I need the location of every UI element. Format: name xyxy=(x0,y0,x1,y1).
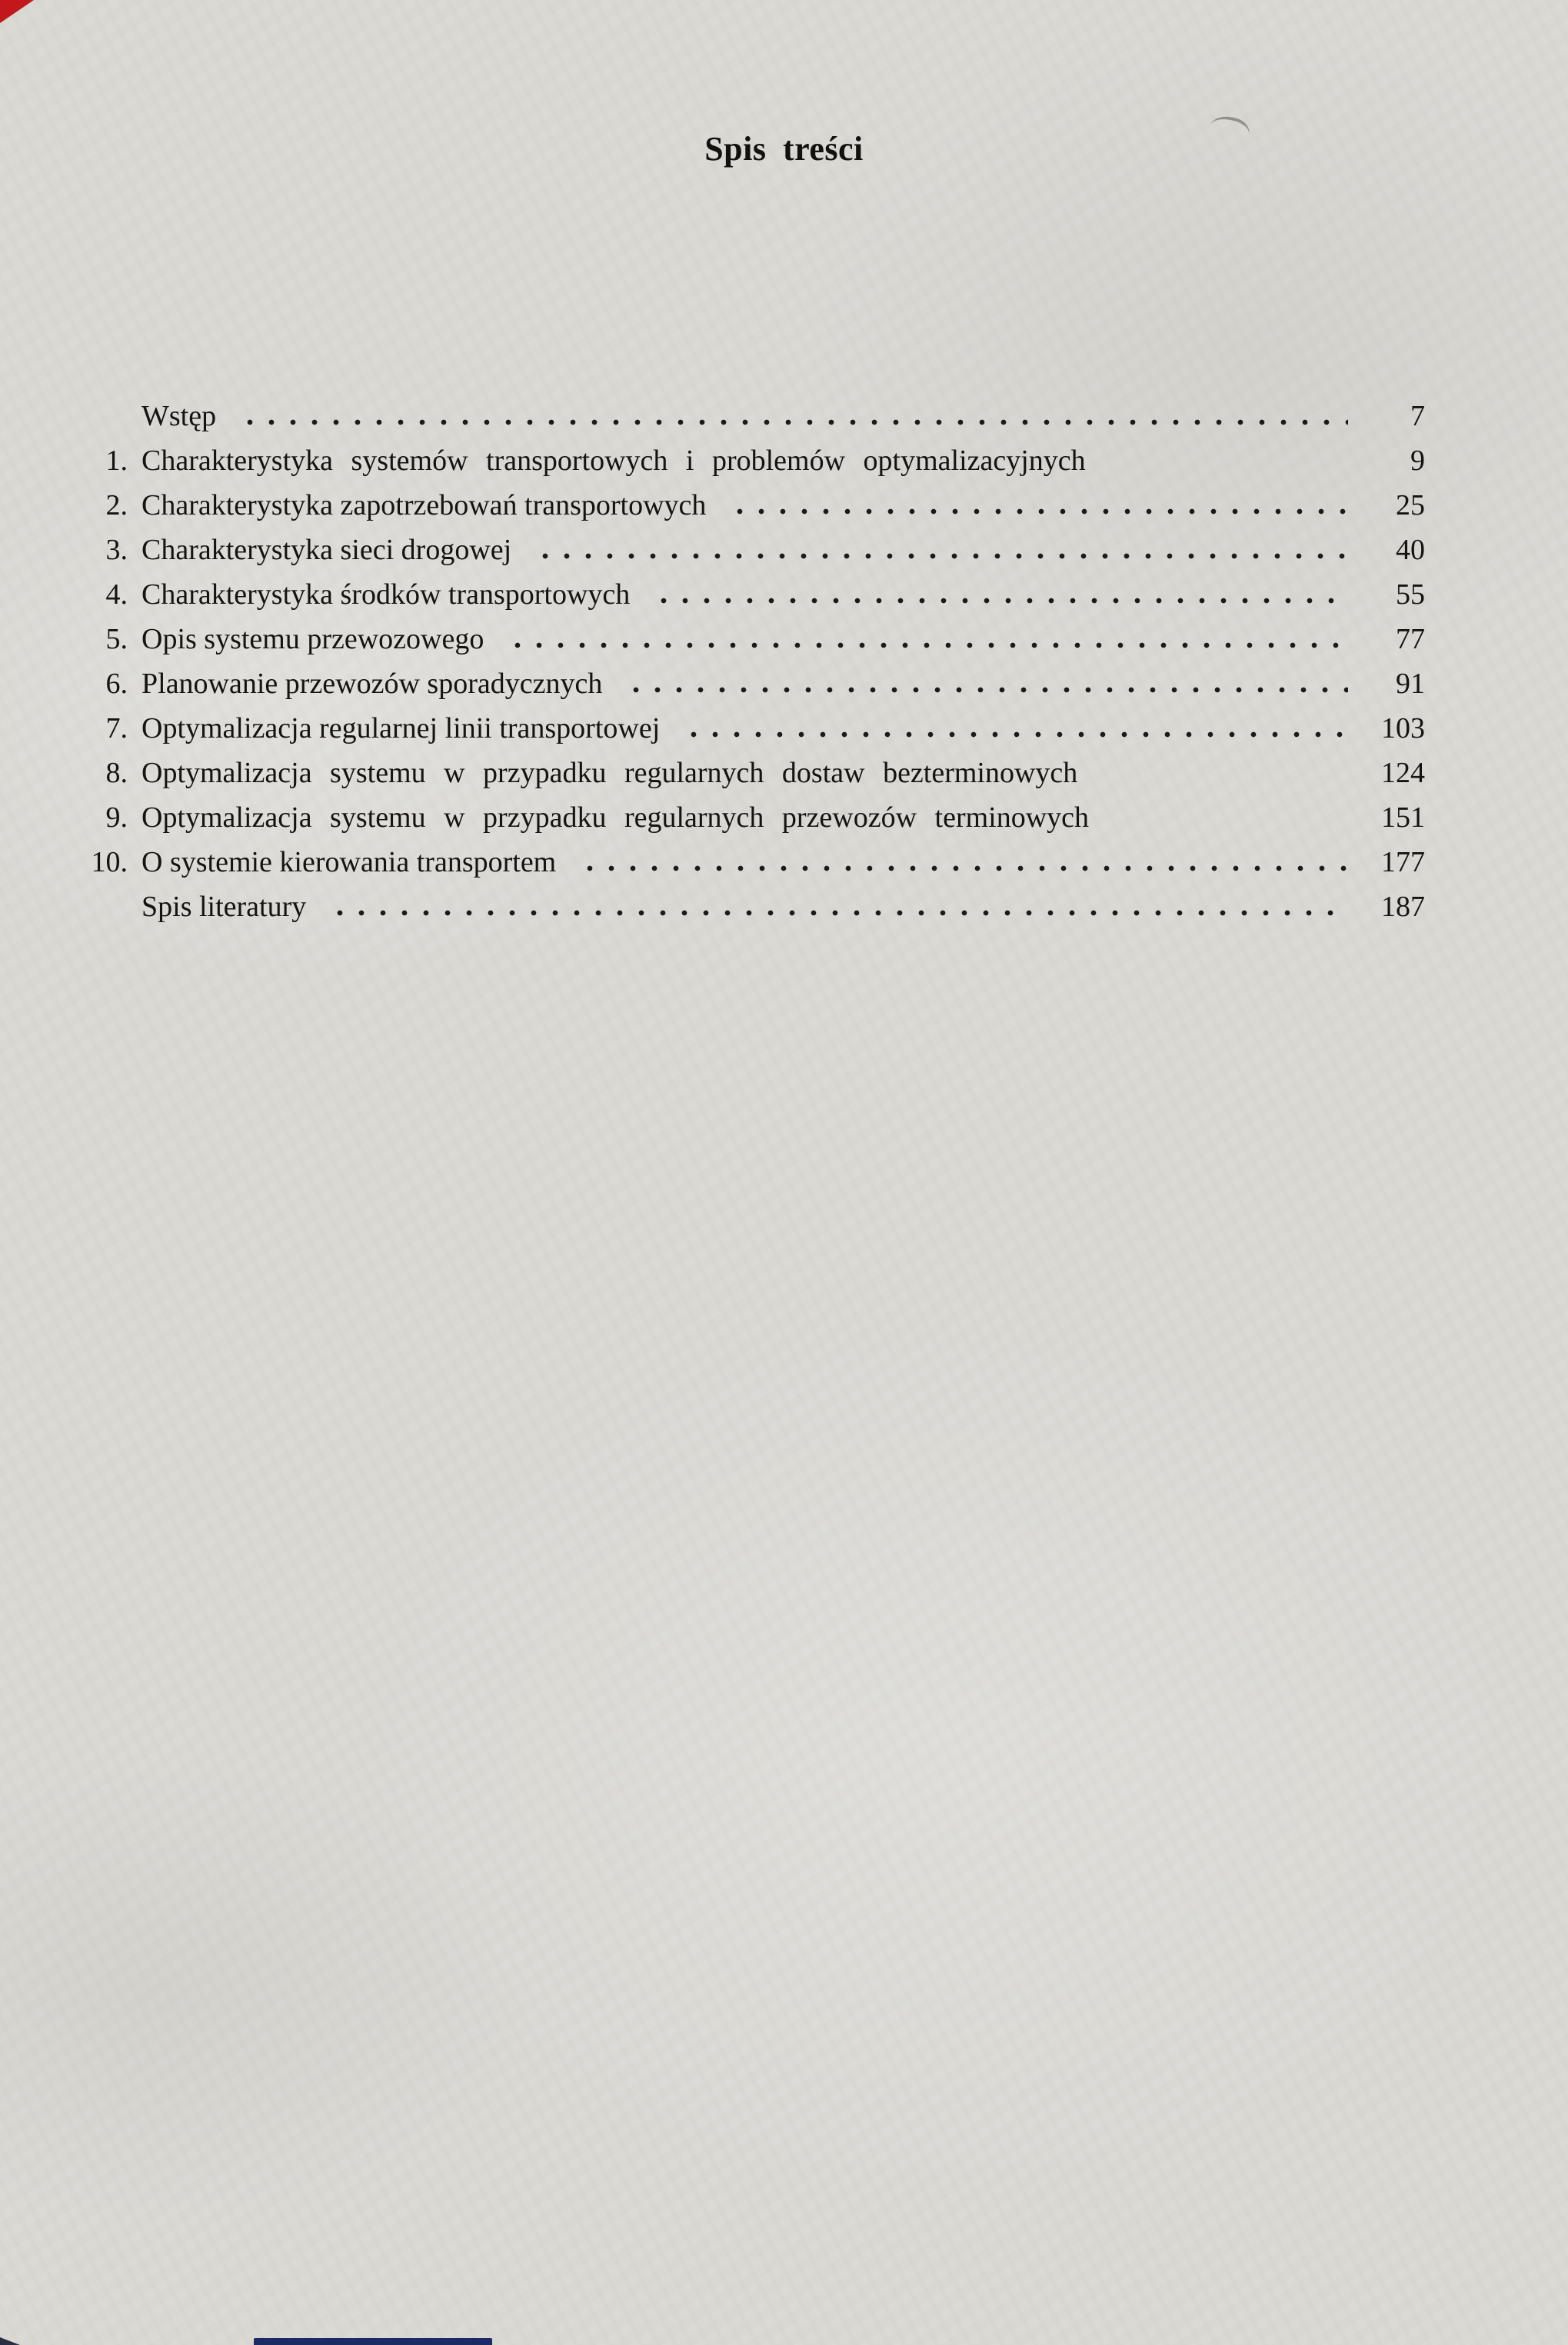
toc-entry-label: Spis literatury xyxy=(141,891,307,923)
toc-entry xyxy=(77,622,1425,667)
toc-entry-page: 77 xyxy=(1396,623,1425,655)
table-of-contents xyxy=(0,399,1568,934)
toc-entry-label: Charakterystyka sieci drogowej xyxy=(141,534,512,566)
toc-entry-number: 5. xyxy=(105,623,128,655)
dot-leader xyxy=(1093,776,1348,782)
dot-leader xyxy=(571,865,1348,871)
toc-entry xyxy=(77,756,1425,801)
toc-entry xyxy=(77,801,1425,845)
toc-entry-number: 3. xyxy=(105,534,128,566)
toc-entry-page: 103 xyxy=(1381,712,1425,744)
dot-leader xyxy=(1101,464,1348,470)
dot-leader xyxy=(321,910,1348,916)
toc-entry-label: Planowanie przewozów sporadycznych xyxy=(141,668,603,700)
toc-entry-number: 10. xyxy=(91,846,128,878)
toc-entry-page: 91 xyxy=(1396,668,1425,700)
toc-entry-label: Optymalizacja systemu w przypadku regularnych dostaw bezterminowych xyxy=(141,757,1078,789)
page-title: Spis treści xyxy=(704,130,864,168)
toc-entry-page: 151 xyxy=(1381,801,1425,834)
toc-entry-label: Charakterystyka systemów transportowych i problemów optymalizacyjnych xyxy=(141,445,1086,477)
toc-entry-page: 9 xyxy=(1410,445,1425,477)
dot-leader xyxy=(1104,821,1348,827)
toc-entry-page: 7 xyxy=(1410,400,1425,432)
toc-entry xyxy=(77,711,1425,756)
toc-entry-label: Charakterystyka zapotrzebowań transportowych xyxy=(141,489,707,521)
toc-entry-label: O systemie kierowania transportem xyxy=(141,846,557,878)
toc-entry xyxy=(77,890,1425,934)
toc-entry-page: 25 xyxy=(1396,489,1425,521)
dot-leader xyxy=(231,419,1348,425)
dot-leader xyxy=(527,553,1348,559)
toc-entry xyxy=(77,533,1425,578)
toc-entry-number: 9. xyxy=(105,801,128,834)
toc-entry-label: Optymalizacja regularnej linii transportowej xyxy=(141,712,661,744)
toc-entry-page: 187 xyxy=(1381,891,1425,923)
toc-entry-number: 1. xyxy=(105,445,128,477)
bottom-corner-mark xyxy=(0,2337,20,2345)
dot-leader xyxy=(721,508,1348,515)
toc-entry-label: Optymalizacja systemu w przypadku regularnych przewozów terminowych xyxy=(141,801,1090,834)
toc-entry-number: 7. xyxy=(105,712,128,744)
toc-entry xyxy=(77,667,1425,711)
toc-entry-page: 124 xyxy=(1381,757,1425,789)
bottom-edge-mark xyxy=(254,2338,492,2345)
toc-entry-page: 40 xyxy=(1396,534,1425,566)
dot-leader xyxy=(618,687,1348,693)
toc-entry-page: 55 xyxy=(1396,578,1425,611)
toc-entry-number: 4. xyxy=(105,578,128,611)
dot-leader xyxy=(499,642,1348,648)
dot-leader xyxy=(675,731,1348,738)
dot-leader xyxy=(645,598,1348,604)
toc-entry xyxy=(77,399,1425,444)
toc-entry xyxy=(77,444,1425,488)
toc-entry xyxy=(77,488,1425,533)
toc-entry-label: Wstęp xyxy=(141,400,217,432)
toc-entry xyxy=(77,845,1425,890)
toc-entry-label: Charakterystyka środków transportowych xyxy=(141,578,631,611)
toc-entry-page: 177 xyxy=(1381,846,1425,878)
toc-entry-label: Opis systemu przewozowego xyxy=(141,623,484,655)
toc-entry-number: 6. xyxy=(105,668,128,700)
toc-entry xyxy=(77,578,1425,622)
toc-entry-number: 8. xyxy=(105,757,128,789)
toc-entry-number: 2. xyxy=(105,489,128,521)
